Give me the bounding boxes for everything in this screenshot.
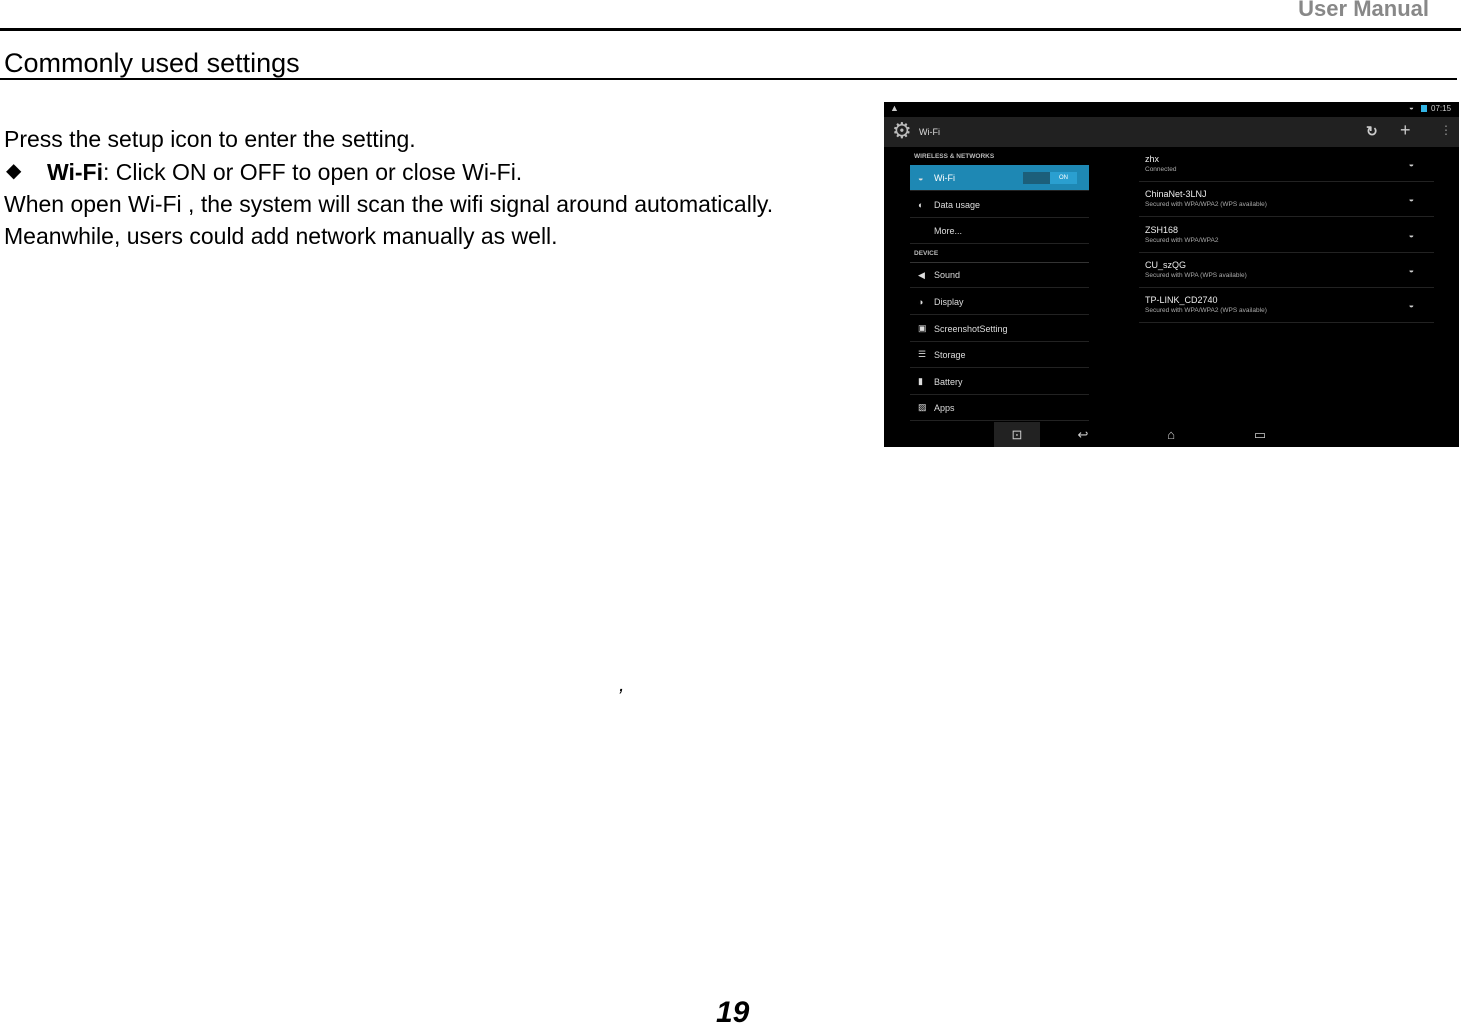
sidebar-item-screenshot[interactable] [910, 316, 1089, 342]
network-status: Secured with WPA/WPA2 (WPS available) [1145, 307, 1267, 314]
header-rule [0, 28, 1461, 31]
overflow-menu-icon[interactable]: ⋮ [1440, 123, 1452, 137]
wifi-settings-screenshot [884, 102, 1459, 447]
paragraph-scan: When open Wi-Fi , the system will scan the wifi signal around automatically. [4, 191, 774, 217]
sidebar-item-storage[interactable] [910, 342, 1089, 368]
network-name: ZSH168 [1145, 225, 1179, 235]
action-title: Wi-Fi [919, 127, 940, 137]
sidebar-item-label: Display [934, 296, 964, 307]
section-rule [0, 78, 1457, 80]
action-bar [884, 117, 1459, 147]
bullet-term: Wi-Fi [47, 159, 103, 185]
sidebar-item-label: Battery [934, 376, 963, 387]
section-device: DEVICE [914, 250, 939, 257]
wps-icon[interactable]: ↻ [1366, 123, 1378, 139]
sidebar-item-apps[interactable] [910, 395, 1089, 421]
network-name: ChinaNet-3LNJ [1145, 189, 1207, 199]
sidebar-item-label: More... [934, 225, 963, 236]
storage-icon: ☰ [918, 349, 927, 359]
section-title: Commonly used settings [4, 48, 300, 78]
network-name: TP-LINK_CD2740 [1145, 295, 1218, 305]
settings-gear-icon[interactable]: ⚙ [892, 118, 912, 143]
wifi-lock-icon: ◒ [1408, 265, 1414, 275]
page-number: 19 [716, 996, 750, 1029]
network-item[interactable] [1139, 253, 1434, 288]
bullet-text: : Click ON or OFF to open or close Wi-Fi. [103, 159, 523, 185]
sidebar-item-label: Apps [934, 402, 955, 413]
wifi-lock-icon: ◒ [1408, 230, 1414, 240]
sidebar-item-wifi[interactable] [910, 165, 1089, 191]
network-status: Secured with WPA/WPA2 (WPS available) [1145, 201, 1267, 208]
network-name: CU_szQG [1145, 260, 1187, 270]
home-nav-button[interactable]: ⌂ [1167, 427, 1175, 442]
wifi-lock-icon: ◒ [1408, 194, 1414, 204]
sidebar-item-label: Data usage [934, 199, 981, 210]
data-usage-icon: ◐ [918, 199, 924, 210]
wifi-status-icon: ◒ [1409, 103, 1414, 112]
toggle-on-label: ON [1050, 172, 1077, 184]
sidebar-item-more[interactable] [910, 218, 1089, 244]
sidebar-item-battery[interactable] [910, 369, 1089, 395]
sidebar-item-display[interactable] [910, 289, 1089, 315]
status-time: 07:15 [1431, 104, 1452, 113]
wifi-lock-icon: ◒ [1408, 300, 1414, 310]
network-item[interactable] [1139, 218, 1434, 253]
network-item[interactable] [1139, 182, 1434, 217]
sidebar-item-label: Sound [934, 270, 961, 280]
brightness-icon: ◑ [918, 296, 924, 307]
diamond-bullet-icon: ◆ [6, 160, 22, 182]
sidebar-item-data-usage[interactable] [910, 192, 1089, 218]
paragraph-manual: Meanwhile, users could add network manually as well. [4, 223, 558, 249]
sidebar-item-label: ScreenshotSetting [934, 323, 1008, 334]
sidebar-item-label: Wi-Fi [934, 172, 955, 183]
network-item[interactable] [1139, 288, 1434, 323]
recents-nav-button[interactable]: ▭ [1253, 427, 1267, 442]
stray-mark: , [619, 674, 625, 696]
running-header: User Manual [1298, 0, 1429, 21]
wifi-icon: ◒ [918, 172, 924, 183]
network-status: Connected [1145, 166, 1177, 173]
battery-icon: ▮ [918, 376, 923, 386]
wifi-lock-icon: ◒ [1408, 159, 1414, 169]
warning-icon: ▲ [890, 103, 899, 113]
apps-icon: ▨ [918, 402, 927, 412]
camera-icon: ▣ [918, 323, 927, 333]
bullet-wifi [47, 159, 522, 186]
sidebar-item-label: Storage [934, 349, 966, 360]
network-name: zhx [1145, 154, 1160, 164]
back-nav-button[interactable]: ↩ [1077, 427, 1089, 442]
sidebar-item-sound[interactable] [910, 262, 1089, 288]
wifi-toggle[interactable] [1023, 172, 1077, 184]
status-bar [884, 102, 1459, 117]
network-item[interactable] [1139, 147, 1434, 182]
paragraph-intro: Press the setup icon to enter the setting. [4, 126, 416, 152]
speaker-icon: ◀ [918, 269, 925, 280]
battery-icon [1421, 105, 1427, 112]
section-wireless: WIRELESS & NETWORKS [914, 153, 995, 160]
network-status: Secured with WPA (WPS available) [1145, 272, 1247, 279]
add-network-icon[interactable]: + [1400, 120, 1411, 140]
screenshot-nav-button[interactable]: ⊡ [994, 422, 1040, 447]
network-status: Secured with WPA/WPA2 [1145, 237, 1219, 244]
